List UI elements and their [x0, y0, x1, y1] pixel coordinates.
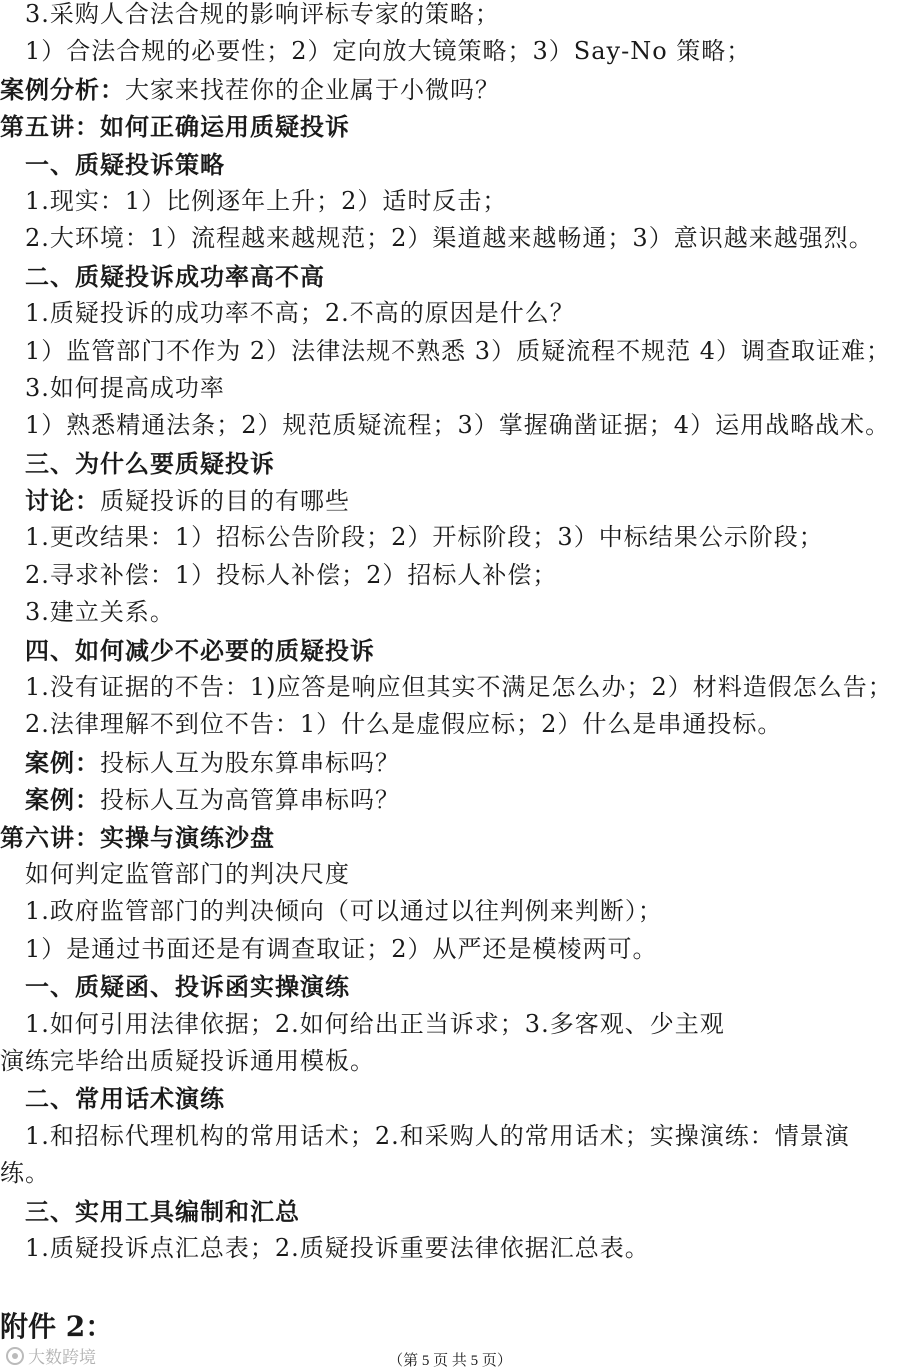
text-line: 1.更改结果：1）招标公告阶段；2）开标阶段；3）中标结果公示阶段；	[25, 523, 824, 552]
attachment-title: 附件 2：	[0, 1310, 114, 1343]
text-line: 1.没有证据的不告：1)应答是响应但其实不满足怎么办；2）材料造假怎么告；	[25, 673, 893, 702]
text-line: 3.采购人合法合规的影响评标专家的策略；	[25, 0, 500, 28]
case-text: 投标人互为股东算串标吗？	[100, 748, 400, 777]
case-label: 案例：	[25, 785, 100, 815]
text-line: 1）是通过书面还是有调查取证；2）从严还是模棱两可。	[25, 934, 658, 963]
watermark-text: 大数跨境	[28, 1348, 96, 1368]
text-line: 2.法律理解不到位不告：1）什么是虚假应标；2）什么是串通投标。	[25, 710, 783, 739]
text-line: 1）合法合规的必要性；2）定向放大镜策略；3）Say-No 策略；	[25, 37, 752, 66]
text-line: 如何判定监管部门的判决尺度	[25, 859, 350, 888]
text-line: 1.如何引用法律依据；2.如何给出正当诉求；3.多客观、少主观	[25, 1009, 725, 1038]
discussion-text: 质疑投诉的目的有哪些	[100, 487, 350, 516]
case-text: 投标人互为高管算串标吗？	[100, 786, 400, 815]
case-text: 大家来找茬你的企业属于小微吗？	[125, 75, 500, 104]
text-line: 1.质疑投诉点汇总表；2.质疑投诉重要法律依据汇总表。	[25, 1233, 650, 1262]
text-line: 1）监管部门不作为 2）法律法规不熟悉 3）质疑流程不规范 4）调查取证难；	[25, 336, 891, 365]
text-line: 1.现实：1）比例逐年上升；2）适时反击；	[25, 186, 508, 215]
discussion-line	[0, 482, 900, 519]
text-line: 1）熟悉精通法条；2）规范质疑流程；3）掌握确凿证据；4）运用战略战术。	[25, 411, 891, 440]
text-line: 练。	[0, 1159, 50, 1188]
discussion-label: 讨论：	[25, 486, 100, 516]
text-line: 1.和招标代理机构的常用话术；2.和采购人的常用话术；实操演练：情景演	[25, 1121, 850, 1150]
section-heading: 一、质疑投诉策略	[25, 149, 225, 179]
case-label: 案例：	[25, 747, 100, 777]
lecture-heading: 第六讲：实操与演练沙盘	[0, 822, 275, 852]
section-heading: 二、常用话术演练	[25, 1084, 225, 1114]
text-line: 演练完毕给出质疑投诉通用模板。	[0, 1046, 375, 1075]
lecture-heading: 第五讲：如何正确运用质疑投诉	[0, 112, 350, 142]
text-line: 3.建立关系。	[25, 598, 175, 627]
section-heading: 三、实用工具编制和汇总	[25, 1196, 300, 1226]
case-line	[0, 781, 900, 818]
text-line: 1.质疑投诉的成功率不高；2.不高的原因是什么？	[25, 299, 575, 328]
text-line: 3.如何提高成功率	[25, 373, 225, 402]
text-line: 2.寻求补偿：1）投标人补偿；2）招标人补偿；	[25, 560, 558, 589]
case-line	[0, 71, 900, 108]
section-heading: 二、质疑投诉成功率高不高	[25, 261, 325, 291]
text-line: 1.政府监管部门的判决倾向（可以通过以往判例来判断）；	[25, 897, 663, 926]
case-label: 案例分析：	[0, 74, 125, 104]
section-heading: 一、质疑函、投诉函实操演练	[25, 972, 350, 1002]
case-line	[0, 744, 900, 781]
section-heading: 三、为什么要质疑投诉	[25, 448, 275, 478]
section-heading: 四、如何减少不必要的质疑投诉	[25, 635, 375, 665]
text-line: 2.大环境：1）流程越来越规范；2）渠道越来越畅通；3）意识越来越强烈。	[25, 224, 874, 253]
page-footer: （第 5 页 共 5 页）	[388, 1353, 512, 1369]
